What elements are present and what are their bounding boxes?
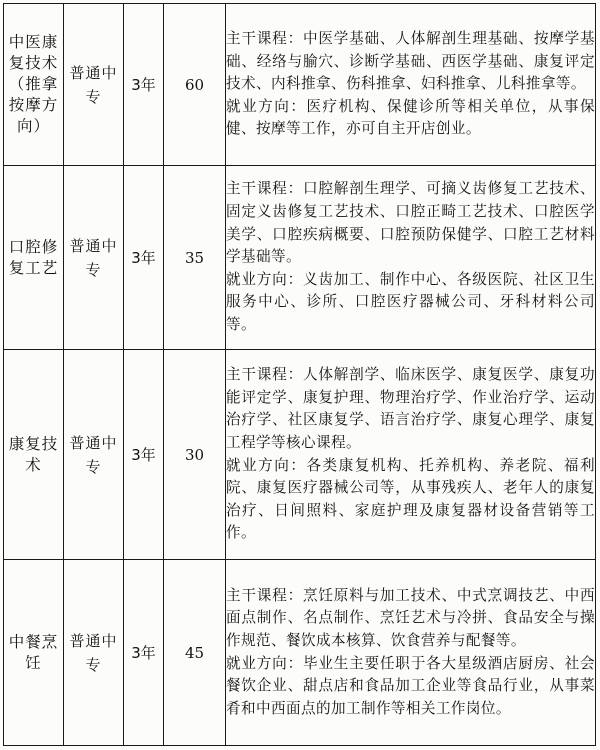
program-level: 普通中专 (64, 4, 124, 166)
program-name: 康复技术 (4, 350, 64, 560)
program-name: 口腔修复工艺 (4, 166, 64, 350)
program-description (226, 350, 596, 560)
program-level: 普通中专 (64, 560, 124, 746)
program-level: 普通中专 (64, 350, 124, 560)
program-name: 中餐烹饪 (4, 560, 64, 746)
program-enrollment: 35 (164, 166, 226, 350)
table-row (4, 166, 596, 350)
program-courses: 主干课程：中医学基础、人体解剖生理基础、按摩学基础、经络与腧穴、诊断学基础、西医学基础、康复评定技术、内科推拿、伤科推拿、妇科推拿、儿科推拿等。 (226, 30, 595, 93)
program-enrollment: 45 (164, 560, 226, 746)
program-enrollment: 60 (164, 4, 226, 166)
program-careers: 就业方向：毕业生主要任职于各大星级酒店厨房、社会餐饮企业、甜点店和食品加工企业等食品行业，从事菜肴和中西面点的加工制作等相关工作岗位。 (226, 654, 595, 717)
program-courses: 主干课程：人体解剖学、临床医学、康复医学、康复功能评定学、康复护理、物理治疗学、作业治疗学、运动治疗学、社区康复学、语言治疗学、康复心理学、康复工程学等核心课程。 (226, 366, 595, 451)
program-careers: 就业方向：医疗机构、保健诊所等相关单位，从事保健、按摩等工作，亦可自主开店创业。 (226, 97, 595, 138)
program-years: 3年 (124, 166, 164, 350)
program-name: 中医康复技术（推拿按摩方向） (4, 4, 64, 166)
program-years: 3年 (124, 4, 164, 166)
program-years: 3年 (124, 350, 164, 560)
program-courses: 主干课程：口腔解剖生理学、可摘义齿修复工艺技术、固定义齿修复工艺技术、口腔正畸工艺技术、口腔医学美学、口腔疾病概要、口腔预防保健学、口腔工艺材料学基础等。 (226, 180, 595, 266)
program-description (226, 4, 596, 166)
program-table (3, 3, 596, 746)
table-row (4, 350, 596, 560)
program-level: 普通中专 (64, 166, 124, 350)
program-years: 3年 (124, 560, 164, 746)
program-description (226, 166, 596, 350)
program-description (226, 560, 596, 746)
table-row (4, 560, 596, 746)
table-row (4, 4, 596, 166)
program-enrollment: 30 (164, 350, 226, 560)
program-courses: 主干课程：烹饪原料与加工技术、中式烹调技艺、中西面点制作、名点制作、烹饪艺术与冷拼、食品安全与操作规范、餐饮成本核算、饮食营养与配餐等。 (226, 586, 595, 649)
program-careers: 就业方向：义齿加工、制作中心、各级医院、社区卫生服务中心、诊所、口腔医疗器械公司、牙科材料公司等。 (226, 270, 595, 333)
program-careers: 就业方向：各类康复机构、托养机构、养老院、福利院、康复医疗器械公司等，从事残疾人、老年人的康复治疗、日间照料、家庭护理及康复器材设备营销等工作。 (226, 456, 595, 542)
